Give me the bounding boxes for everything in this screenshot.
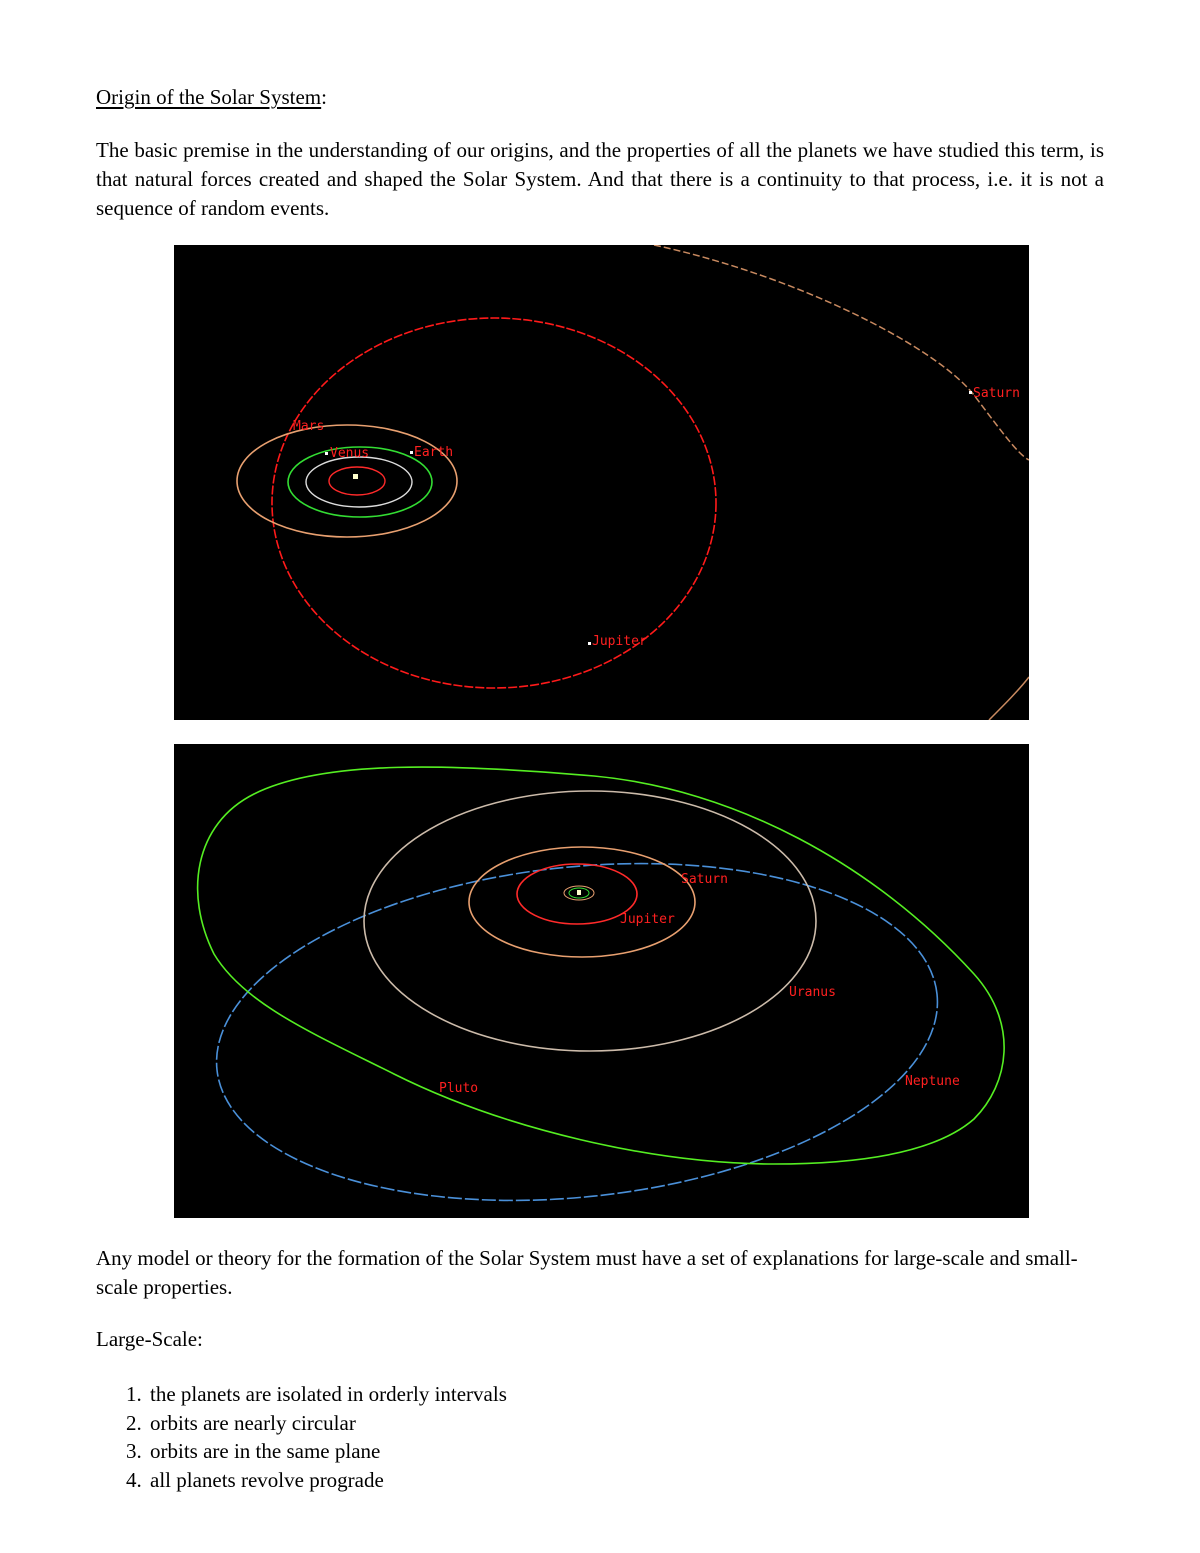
jupiter-label: Jupiter xyxy=(592,634,647,649)
earth-label: Earth xyxy=(414,445,454,460)
sun-marker xyxy=(353,474,358,479)
outer-orbits-svg xyxy=(174,744,1029,1218)
outer-solar-system-figure xyxy=(174,744,1029,1218)
pluto-label: Pluto xyxy=(439,1081,479,1096)
saturn-orbit xyxy=(654,245,1029,460)
large-scale-heading: Large-Scale: xyxy=(96,1327,203,1351)
jupiter-dot xyxy=(588,642,591,645)
list-item-text: orbits are in the same plane xyxy=(150,1439,381,1463)
page-title xyxy=(96,84,327,110)
venus-orbit xyxy=(306,457,412,507)
list-item-number: 2. xyxy=(126,1410,142,1435)
saturn-dot xyxy=(969,391,972,394)
list-item-number: 3. xyxy=(126,1439,142,1463)
model-paragraph: Any model or theory for the formation of the Solar System must have a set of explanations for large-scale and small-scale properties. xyxy=(96,1246,1078,1299)
venus-label: Venus xyxy=(330,446,370,461)
list-item xyxy=(96,1380,507,1409)
jupiter-label-outer: Jupiter xyxy=(620,912,675,927)
intro-paragraph: The basic premise in the understanding of our origins, and the properties of all the planets we have studied this term, is that natural forces created and shaped the Solar System. And that there is a continuity to that process, i.e. it is not a sequence of random events. xyxy=(96,138,1104,220)
title-colon: : xyxy=(321,85,327,109)
mars-label: Mars xyxy=(293,419,325,434)
large-scale-list xyxy=(96,1380,507,1494)
uranus-label: Uranus xyxy=(789,985,836,1000)
pluto-orbit xyxy=(198,767,1004,1164)
list-item-number: 4. xyxy=(126,1467,142,1492)
inner-orbits-svg xyxy=(174,245,1029,720)
list-item xyxy=(96,1466,507,1495)
mercury-orbit xyxy=(329,467,385,495)
list-item-text: orbits are nearly circular xyxy=(150,1410,356,1435)
sun-marker-outer xyxy=(577,890,581,895)
list-item-number: 1. xyxy=(126,1382,142,1406)
uranus-orbit xyxy=(364,791,816,1051)
saturn-orbit-lower xyxy=(989,677,1029,720)
list-item xyxy=(96,1409,507,1438)
neptune-label: Neptune xyxy=(905,1074,960,1089)
list-item xyxy=(96,1437,507,1466)
venus-dot xyxy=(325,452,328,455)
list-item-text: all planets revolve prograde xyxy=(150,1467,384,1492)
earth-dot xyxy=(410,451,413,454)
saturn-label-outer: Saturn xyxy=(681,872,728,887)
jupiter-orbit xyxy=(272,318,716,688)
inner-solar-system-figure xyxy=(174,245,1029,720)
mars-orbit xyxy=(237,425,457,537)
list-item-text: the planets are isolated in orderly intervals xyxy=(150,1382,507,1406)
saturn-label: Saturn xyxy=(973,386,1020,401)
title-text: Origin of the Solar System xyxy=(96,85,322,109)
